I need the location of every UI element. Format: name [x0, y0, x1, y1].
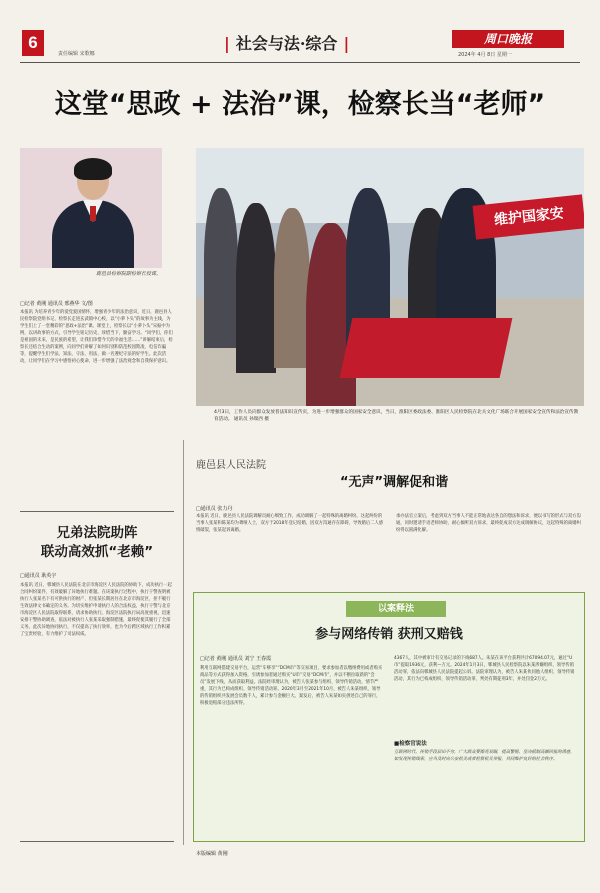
page-footer: 本版编辑 黄刚 — [196, 851, 228, 857]
section-title: | 社会与法·综合 | — [224, 34, 350, 53]
story3-byline: □通讯员 张力丹 — [196, 506, 233, 512]
story1-byline: □记者 黄刚 通讯员 邢燕华 文/图 — [20, 301, 93, 307]
page-headline: 这堂“思政 + 法治”课，检察长当“老师” — [54, 89, 546, 120]
editor-line: 责任编辑 宋歌娜 — [58, 51, 95, 57]
case-box-body-col2: 4367人，其中被审计有交易记录的下线687人。朱某在该平台获利共计67094.07元，通过“U币”提取1936元，获利—万元。2024年1月3日，郸城县人民检察院以朱某涉嫌组织、领导传销活动罪，依法向郸城县人民法院提起公诉。法院审理认为，被告人朱某伙同他人组织、领导传销活动，其行为已构成组织、领导传销活动罪，判处有期徒刑3年，并处罚金2万元。 — [394, 656, 575, 682]
header-rule — [20, 62, 580, 63]
photo-person — [204, 188, 238, 348]
photo-banner: 维护国家安 — [473, 194, 584, 239]
photo-caption: 4月3日，工作人员向群众发放普法知识宣传页，为进一步增强群众的国家安全意识，当日，淮阳区委政法委、淮阳区人民检察院在北关文化广场联合开展国家安全宣传和法治宣传教育活动。 通讯员 孙瑞西 摄 — [214, 410, 579, 422]
story1-body: 本报讯 为培养青少年的爱党爱国情怀，增强青少年的法治意识，近日，鹿邑县人民检察院党组书记、检察长走进玄武镇中心校，以“小萝卜头”的故事为主线，为学生们上了一堂精彩的“思政+法治”课。课堂上，检察长以“小萝卜头”宋振中为例，以讲故事的方式，引导学生铭记历史、珍惜当下，勤奋学习。“同学们，你们是祖国的未来，是民族的希望，让我们珍惜今天的幸福生活……”讲解结束后，检察长还结合生动的案例，向同学们讲解了如何识别和防范校园欺凌、电信诈骗等，提醒学生们学法、知法、守法、用法，做一名遵纪守法的好学生。此次活动，让同学们在学习中感悟初心使命，进一步增强了法治观念和自我保护意识。 — [20, 310, 173, 364]
story3-body-col2: 承办法官立案后，考虑到双方当事人不能正常地表达各自的想法和诉求，便以书写的形式与双方沟通，同时邀请手语老师协助，耐心倾听双方诉求，最终促成双方达成调解协议，这起特殊的离婚纠纷得以圆满化解。 — [396, 514, 581, 533]
story3-body-col1: 本报讯 近日，鹿邑县人民法院调解员耐心细致工作，成功调解了一起特殊的离婚纠纷。这起纠纷的当事人张某和陈某均为聋哑人士，双方于2018年登记结婚，因双方沟通存在障碍，导致婚后二人感情破裂，张某起诉离婚。 — [196, 514, 384, 533]
case-box-subheading: ■检察官说法 — [394, 741, 427, 747]
column-divider — [20, 511, 174, 512]
story3-court: 鹿邑县人民法院 — [196, 460, 266, 471]
case-box-tag: 以案释法 — [346, 601, 446, 617]
masthead-logo: 周口晚报 — [452, 30, 564, 48]
column-divider — [20, 841, 174, 842]
vertical-divider — [183, 440, 184, 845]
story2-title-line2: 联动高效抓“老赖” — [40, 544, 154, 560]
story2-title-line1: 兄弟法院助阵 — [56, 525, 138, 541]
section-prefix: 社会与法 — [235, 34, 300, 53]
portrait-caption: 鹿邑县检察院副检察长授课。 — [96, 271, 162, 277]
case-box-title: 参与网络传销 获刑又赔钱 — [315, 627, 463, 642]
photo-person — [274, 208, 310, 368]
issue-date: 2024年 4月 8日 星期一 — [458, 52, 512, 58]
story2-title — [20, 524, 174, 562]
story2-body: 本报讯 近日，郸城县人民法院在北京市海淀区人民法院的协助下，成功执行一起合同纠纷案件，有效破解了异地执行难题。在该案执行过程中，执行干警查明被执行人张某名下有可供执行的财产，但张某长期居住在北京市海淀区，拒不履行生效法律文书确定的义务。为切实维护申请执行人的合法权益，执行干警与北京市海淀区人民法院取得联系，请求协助执行。海淀区法院执行局高度重视，迅速安排干警协助调查，依法对被执行人张某采取强制措施，最终促使其履行了全部义务。此次异地协同执行，不仅提高了执行效率，也为今后跨区域执行工作积累了宝贵经验，有力维护了司法权威。 — [20, 583, 172, 637]
photo-booth-table — [340, 318, 513, 378]
section-suffix: 综合 — [305, 34, 338, 53]
case-box-byline: □记者 黄刚 通讯员 刘宁 王春霞 — [200, 656, 272, 662]
case-box-body-col1: 利用互联网搭建交易平台，运营“车够享”“DCM币”等交易项目，要求参加者以缴纳费用或者购买商品等方式获得加入资格，引诱参加者通过购买“U币”交易“DCM币”，并以不断拉取新的“会员”发展下线，从而获取利益。法院经审理认为，被告人张某参与组织、领导传销活动，情节严重，其行为已构成组织、领导传销活动罪。2020年3月至2021年10月，被告人朱某组织、领导的传销组织共发展会员数千人，累计参与金额巨大。案发后，被告人朱某如实供述自己的罪行，积极退赔部分违法所得。 — [200, 666, 383, 706]
event-photo — [196, 148, 584, 406]
page-number: 6 — [22, 30, 44, 56]
section-separator: · — [299, 34, 306, 53]
portrait-figure-tie — [90, 206, 96, 221]
case-box-body-col3: 互联网时代，传销手段层出不穷，广大群众要擦亮双眼，提高警惕，坚决抵制高额回报的诱惑，如发现传销线索，应当及时向公安机关或者检察机关举报，共同维护良好的社会秩序。 — [394, 750, 575, 762]
portrait-figure-hair — [74, 158, 112, 180]
portrait-photo — [20, 148, 162, 268]
story3-title: “无声”调解促和谐 — [340, 475, 449, 490]
photo-person — [236, 203, 276, 373]
story2-byline: □通讯员 耿英宇 — [20, 573, 57, 579]
